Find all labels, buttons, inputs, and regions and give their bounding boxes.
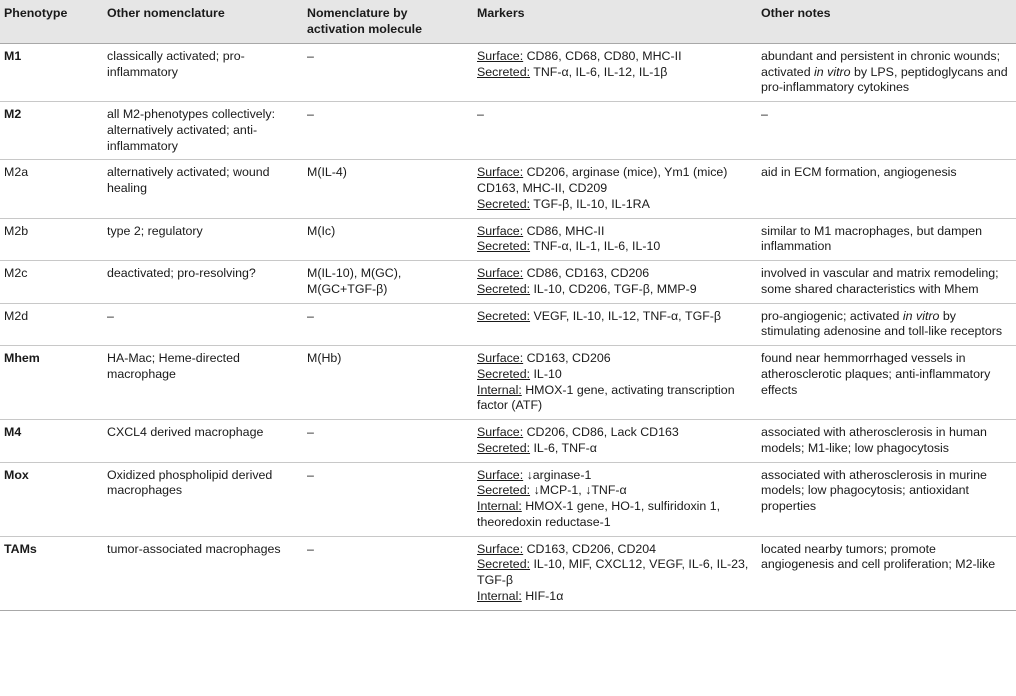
marker-label: Secreted:: [477, 308, 531, 323]
marker-line: [477, 589, 749, 605]
table-row: [0, 160, 1016, 218]
marker-line: [477, 49, 749, 65]
cell-notes: [757, 346, 1016, 420]
cell-activation-nomenclature: M(Hb): [307, 351, 342, 365]
marker-label: Surface:: [477, 467, 524, 482]
table-row: [0, 261, 1016, 304]
marker-label: Internal:: [477, 588, 522, 603]
marker-value: IL-10: [530, 366, 562, 381]
marker-line: [477, 65, 749, 81]
marker-line: [477, 468, 749, 484]
marker-line: [477, 197, 749, 213]
cell-phenotype: M2b: [4, 223, 29, 238]
note-part: involved in vascular and matrix remodeling; some shared characteristics with Mhem: [761, 266, 999, 296]
marker-line: [477, 224, 749, 240]
cell-phenotype: Mhem: [4, 351, 40, 365]
table-row: [0, 346, 1016, 420]
marker-label: Secreted:: [477, 366, 531, 381]
marker-line: [477, 367, 749, 383]
cell-notes: [757, 43, 1016, 101]
table-row: [0, 43, 1016, 101]
marker-line: [477, 282, 749, 298]
cell-other-nomenclature: HA-Mac; Heme-directed macrophage: [107, 351, 240, 381]
cell-notes: [757, 261, 1016, 304]
cell-activation-nomenclature: M(IL-4): [307, 165, 347, 180]
cell-markers: [473, 160, 757, 218]
marker-line: [477, 542, 749, 558]
note-part: similar to M1 macrophages, but dampen inflammation: [761, 223, 983, 254]
marker-label: Surface:: [477, 223, 524, 238]
cell-phenotype: M2c: [4, 266, 28, 280]
marker-label: Secreted:: [477, 239, 531, 254]
marker-label: Surface:: [477, 351, 524, 365]
marker-label: Surface:: [477, 48, 524, 63]
marker-line: [477, 239, 749, 255]
cell-notes: [757, 303, 1016, 346]
cell-markers: [473, 462, 757, 536]
note-part: associated with atherosclerosis in murine models; low phagocytosis; antioxidant properties: [761, 467, 987, 513]
marker-line: [477, 425, 749, 441]
note-part: located nearby tumors; promote angiogenesis and cell proliferation; M2-like: [761, 541, 996, 572]
marker-value: CD206, CD86, Lack CD163: [523, 425, 679, 439]
marker-value: –: [477, 107, 484, 121]
table-row: [0, 102, 1016, 160]
cell-other-nomenclature: alternatively activated; wound healing: [107, 165, 270, 195]
cell-markers: [473, 420, 757, 463]
cell-other-nomenclature: all M2-phenotypes collectively: alternatively activated; anti-inflammatory: [107, 107, 276, 153]
marker-label: Surface:: [477, 541, 524, 556]
marker-line: [477, 165, 749, 197]
marker-value: CD163, CD206: [523, 351, 611, 365]
marker-line: [477, 351, 749, 367]
marker-line: [477, 266, 749, 282]
note-part: in vitro: [814, 64, 851, 79]
cell-other-nomenclature: –: [107, 308, 114, 323]
marker-line: [477, 309, 749, 325]
cell-other-nomenclature: tumor-associated macrophages: [107, 541, 281, 556]
marker-value: ↓MCP-1, ↓TNF-α: [530, 483, 627, 498]
note-part: abundant and persistent in chronic wounds; activated: [761, 48, 1001, 79]
cell-notes: [757, 218, 1016, 261]
cell-activation-nomenclature: M(Ic): [307, 223, 336, 238]
marker-value: VEGF, IL-10, IL-12, TNF-α, TGF-β: [530, 308, 722, 323]
header-markers: Markers: [477, 6, 525, 20]
cell-notes: [757, 160, 1016, 218]
cell-notes: [757, 536, 1016, 610]
note-part: in vitro: [902, 308, 940, 323]
cell-markers: [473, 43, 757, 101]
marker-label: Surface:: [477, 266, 524, 280]
table-row: [0, 536, 1016, 610]
cell-phenotype: Mox: [4, 467, 29, 482]
table-row: [0, 462, 1016, 536]
cell-activation-nomenclature: –: [307, 425, 314, 439]
cell-phenotype: M2: [4, 107, 22, 121]
marker-label: Internal:: [477, 382, 522, 397]
cell-phenotype: M4: [4, 425, 22, 439]
cell-other-nomenclature: type 2; regulatory: [107, 223, 203, 238]
note-part: found near hemmorrhaged vessels in atherosclerotic plaques; anti-inflammatory effects: [761, 351, 991, 397]
marker-label: Secreted:: [477, 440, 531, 455]
cell-other-nomenclature: Oxidized phospholipid derived macrophages: [107, 467, 273, 498]
cell-other-nomenclature: classically activated; pro-inflammatory: [107, 48, 245, 79]
header-activation-nomenclature: Nomenclature by activation molecule: [307, 6, 422, 36]
marker-value: HIF-1α: [521, 588, 564, 603]
marker-value: TNF-α, IL-1, IL-6, IL-10: [530, 239, 661, 254]
cell-activation-nomenclature: –: [307, 541, 314, 556]
marker-line: [477, 107, 749, 123]
note-part: associated with atherosclerosis in human models; M1-like; low phagocytosis: [761, 425, 987, 455]
table-row: [0, 218, 1016, 261]
marker-label: Secreted:: [477, 281, 531, 296]
cell-activation-nomenclature: –: [307, 107, 314, 121]
table-row: [0, 303, 1016, 346]
marker-value: IL-10, MIF, CXCL12, VEGF, IL-6, IL-23, TGF-β: [477, 557, 749, 587]
table-body: [0, 43, 1016, 610]
marker-value: TNF-α, IL-6, IL-12, IL-1β: [530, 64, 668, 79]
note-part: pro-angiogenic; activated: [761, 308, 903, 323]
marker-value: CD86, CD68, CD80, MHC-II: [523, 48, 682, 63]
marker-value: TGF-β, IL-10, IL-1RA: [530, 196, 650, 211]
cell-markers: [473, 218, 757, 261]
marker-label: Surface:: [477, 165, 524, 180]
cell-markers: [473, 536, 757, 610]
cell-notes: [757, 462, 1016, 536]
cell-markers: [473, 102, 757, 160]
marker-label: Secreted:: [477, 196, 531, 211]
marker-value: HMOX-1 gene, activating transcription factor (ATF): [477, 382, 735, 413]
cell-activation-nomenclature: M(IL-10), M(GC), M(GC+TGF-β): [307, 266, 402, 296]
marker-label: Internal:: [477, 499, 522, 513]
cell-notes: [757, 420, 1016, 463]
cell-phenotype: M1: [4, 48, 22, 63]
cell-activation-nomenclature: –: [307, 308, 314, 323]
cell-markers: [473, 303, 757, 346]
note-part: by LPS, peptidoglycans and pro-inflammatory cytokines: [761, 64, 1008, 95]
marker-line: [477, 499, 749, 531]
marker-line: [477, 557, 749, 589]
marker-value: HMOX-1 gene, HO-1, sulfiridoxin 1, theoredoxin reductase-1: [477, 499, 721, 529]
header-phenotype: Phenotype: [4, 6, 68, 20]
marker-line: [477, 383, 749, 415]
cell-other-nomenclature: deactivated; pro-resolving?: [107, 266, 256, 280]
cell-activation-nomenclature: –: [307, 48, 314, 63]
cell-phenotype: M2a: [4, 165, 29, 180]
cell-phenotype: TAMs: [4, 541, 37, 556]
cell-markers: [473, 346, 757, 420]
cell-notes: [757, 102, 1016, 160]
marker-value: CD163, CD206, CD204: [523, 541, 657, 556]
cell-phenotype: M2d: [4, 308, 29, 323]
cell-other-nomenclature: CXCL4 derived macrophage: [107, 425, 264, 439]
marker-line: [477, 483, 749, 499]
cell-markers: [473, 261, 757, 304]
marker-label: Surface:: [477, 425, 524, 439]
table-row: [0, 420, 1016, 463]
marker-value: CD86, MHC-II: [523, 223, 605, 238]
header-other-nomenclature: Other nomenclature: [107, 6, 225, 20]
marker-label: Secreted:: [477, 557, 531, 572]
marker-label: Secreted:: [477, 483, 531, 498]
marker-value: CD86, CD163, CD206: [523, 266, 650, 280]
marker-line: [477, 441, 749, 457]
header-row: [0, 0, 1016, 43]
marker-value: CD206, arginase (mice), Ym1 (mice) CD163, MHC-II, CD209: [477, 165, 728, 195]
note-part: by stimulating adenosine and toll-like receptors: [761, 308, 1003, 339]
marker-label: Secreted:: [477, 64, 531, 79]
marker-value: ↓arginase-1: [523, 467, 592, 482]
cell-activation-nomenclature: –: [307, 467, 314, 482]
header-notes: Other notes: [761, 6, 831, 20]
note-part: aid in ECM formation, angiogenesis: [761, 165, 957, 180]
marker-value: IL-6, TNF-α: [530, 440, 597, 455]
marker-value: IL-10, CD206, TGF-β, MMP-9: [530, 281, 697, 296]
note-part: –: [761, 107, 768, 121]
